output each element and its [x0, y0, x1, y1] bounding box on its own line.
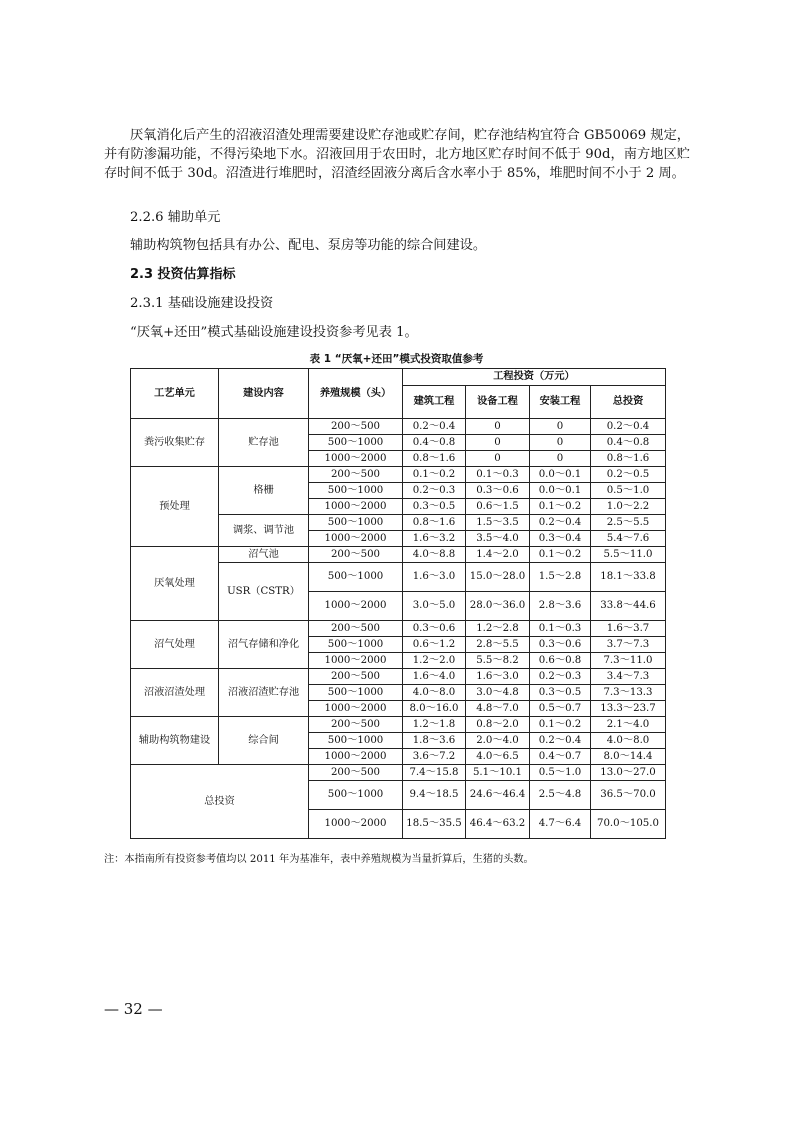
cell-scale: 200～500: [309, 669, 403, 685]
cell-equip: 4.8～7.0: [466, 701, 530, 717]
cell-total: 36.5～70.0: [591, 781, 666, 810]
cell-content: 调浆、调节池: [219, 515, 309, 547]
cell-install: 0.1～0.2: [530, 717, 591, 733]
cell-scale: 200～500: [309, 419, 403, 435]
page-number: — 32 —: [104, 1000, 163, 1018]
cell-total: 0.4～0.8: [591, 435, 666, 451]
cell-install: 4.7～6.4: [530, 810, 591, 839]
cell-build: 0.8～1.6: [403, 515, 466, 531]
cell-scale: 1000～2000: [309, 451, 403, 467]
cell-total: 18.1～33.8: [591, 563, 666, 592]
intro-paragraph: 厌氧消化后产生的沼液沼渣处理需要建设贮存池或贮存间，贮存池结构宜符合 GB50069 规定，并有防渗漏功能，不得污染地下水。沼液回用于农田时，北方地区贮存时间不低于 90d，南方地区贮存时间不低于 30d。沼渣进行堆肥时，沼渣经固液分离后含水率小于 85%，堆肥时间不小于 2 周。: [104, 128, 690, 182]
cell-scale: 200～500: [309, 547, 403, 563]
table-row: [131, 669, 666, 685]
cell-equip: 2.8～5.5: [466, 637, 530, 653]
cell-build: 0.2～0.3: [403, 483, 466, 499]
cell-install: 0.1～0.2: [530, 547, 591, 563]
cell-install: 0.5～0.7: [530, 701, 591, 717]
cell-equip: 0.3～0.6: [466, 483, 530, 499]
cell-unit: 厌氧处理: [131, 547, 219, 621]
cell-build: 4.0～8.8: [403, 547, 466, 563]
cell-install: 0: [530, 419, 591, 435]
cell-build: 1.2～2.0: [403, 653, 466, 669]
cell-build: 1.2～1.8: [403, 717, 466, 733]
cell-install: 0.0～0.1: [530, 467, 591, 483]
cell-equip: 0.8～2.0: [466, 717, 530, 733]
cell-scale: 500～1000: [309, 515, 403, 531]
cell-content: 沼液沼渣贮存池: [219, 669, 309, 717]
cell-scale: 500～1000: [309, 685, 403, 701]
section-2-2-6-heading: 2.2.6 辅助单元: [130, 210, 221, 225]
cell-equip: 2.0～4.0: [466, 733, 530, 749]
cell-total: 0.2～0.5: [591, 467, 666, 483]
cell-scale: 1000～2000: [309, 701, 403, 717]
cell-install: 0: [530, 451, 591, 467]
header-total: 总投资: [591, 386, 666, 419]
cell-total: 13.3～23.7: [591, 701, 666, 717]
cell-install: 0.2～0.4: [530, 515, 591, 531]
cell-unit: 粪污收集贮存: [131, 419, 219, 467]
cell-build: 1.6～3.2: [403, 531, 466, 547]
cell-scale: 500～1000: [309, 563, 403, 592]
cell-equip: 1.6～3.0: [466, 669, 530, 685]
cell-total: 0.2～0.4: [591, 419, 666, 435]
cell-equip: 1.4～2.0: [466, 547, 530, 563]
cell-install: 0.3～0.5: [530, 685, 591, 701]
cell-total: 3.4～7.3: [591, 669, 666, 685]
cell-equip: 0.1～0.3: [466, 467, 530, 483]
cell-scale: 500～1000: [309, 435, 403, 451]
cell-install: 0.6～0.8: [530, 653, 591, 669]
cell-total: 3.7～7.3: [591, 637, 666, 653]
cell-total: 0.5～1.0: [591, 483, 666, 499]
cell-install: 0.1～0.2: [530, 499, 591, 515]
cell-equip: 28.0～36.0: [466, 592, 530, 621]
cell-build: 0.2～0.4: [403, 419, 466, 435]
cell-equip: 0: [466, 435, 530, 451]
cell-install: 0.1～0.3: [530, 621, 591, 637]
table-caption: 表 1 “厌氧+还田”模式投资取值参考: [309, 353, 484, 365]
cell-scale: 500～1000: [309, 781, 403, 810]
header-content: 建设内容: [219, 369, 309, 419]
cell-scale: 200～500: [309, 765, 403, 781]
cell-content: 沼气池: [219, 547, 309, 563]
cell-build: 8.0～16.0: [403, 701, 466, 717]
cell-install: 0: [530, 435, 591, 451]
cell-scale: 1000～2000: [309, 531, 403, 547]
cell-total: 7.3～13.3: [591, 685, 666, 701]
cell-equip: 3.5～4.0: [466, 531, 530, 547]
cell-equip: 5.5～8.2: [466, 653, 530, 669]
cell-scale: 1000～2000: [309, 749, 403, 765]
cell-build: 3.0～5.0: [403, 592, 466, 621]
cell-install: 0.3～0.6: [530, 637, 591, 653]
cell-total: 7.3～11.0: [591, 653, 666, 669]
cell-scale: 200～500: [309, 621, 403, 637]
cell-equip: 1.2～2.8: [466, 621, 530, 637]
section-2-2-6-text: 辅助构筑物包括具有办公、配电、泵房等功能的综合间建设。: [130, 238, 487, 253]
table-row: [131, 419, 666, 435]
cell-scale: 1000～2000: [309, 592, 403, 621]
cell-build: 1.8～3.6: [403, 733, 466, 749]
cell-equip: 0: [466, 419, 530, 435]
cell-scale: 500～1000: [309, 483, 403, 499]
cell-install: 0.2～0.3: [530, 669, 591, 685]
cell-unit: 辅助构筑物建设: [131, 717, 219, 765]
cell-unit: 沼液沼渣处理: [131, 669, 219, 717]
cell-unit: 总投资: [131, 765, 309, 839]
cell-build: 7.4～15.8: [403, 765, 466, 781]
cell-scale: 200～500: [309, 467, 403, 483]
cell-equip: 0.6～1.5: [466, 499, 530, 515]
table-row: [131, 621, 666, 637]
cell-equip: 3.0～4.8: [466, 685, 530, 701]
cell-total: 70.0～105.0: [591, 810, 666, 839]
cell-scale: 200～500: [309, 717, 403, 733]
cell-unit: 沼气处理: [131, 621, 219, 669]
cell-build: 0.4～0.8: [403, 435, 466, 451]
cell-total: 0.8～1.6: [591, 451, 666, 467]
cell-install: 1.5～2.8: [530, 563, 591, 592]
cell-install: 0.4～0.7: [530, 749, 591, 765]
cell-build: 0.6～1.2: [403, 637, 466, 653]
cell-content: 贮存池: [219, 419, 309, 467]
cell-equip: 24.6～46.4: [466, 781, 530, 810]
section-2-3-1-text: “厌氧+还田”模式基础设施建设投资参考见表 1。: [130, 325, 418, 340]
cell-content: USR（CSTR）: [219, 563, 309, 621]
section-2-3-heading: 2.3 投资估算指标: [130, 267, 236, 282]
table-row: [131, 467, 666, 483]
cell-install: 0.0～0.1: [530, 483, 591, 499]
cell-build: 0.1～0.2: [403, 467, 466, 483]
cell-scale: 1000～2000: [309, 499, 403, 515]
cell-total: 13.0～27.0: [591, 765, 666, 781]
cell-equip: 4.0～6.5: [466, 749, 530, 765]
cell-total: 8.0～14.4: [591, 749, 666, 765]
header-build: 建筑工程: [403, 386, 466, 419]
cell-total: 5.5～11.0: [591, 547, 666, 563]
cell-content: 格栅: [219, 467, 309, 515]
cell-build: 1.6～4.0: [403, 669, 466, 685]
cell-total: 5.4～7.6: [591, 531, 666, 547]
table-note: 注：本指南所有投资参考值均以 2011 年为基准年，表中养殖规模为当量折算后，生猪的头数。: [104, 854, 534, 865]
cell-build: 18.5～35.5: [403, 810, 466, 839]
cell-build: 0.3～0.6: [403, 621, 466, 637]
header-scale: 养殖规模（头）: [309, 369, 403, 419]
cell-install: 2.8～3.6: [530, 592, 591, 621]
cell-total: 2.1～4.0: [591, 717, 666, 733]
cell-unit: 预处理: [131, 467, 219, 547]
cell-build: 9.4～18.5: [403, 781, 466, 810]
cell-install: 0.2～0.4: [530, 733, 591, 749]
cell-install: 2.5～4.8: [530, 781, 591, 810]
cell-content: 综合间: [219, 717, 309, 765]
cell-total: 2.5～5.5: [591, 515, 666, 531]
investment-table: [130, 368, 666, 839]
section-2-3-1-heading: 2.3.1 基础设施建设投资: [130, 296, 274, 311]
cell-equip: 15.0～28.0: [466, 563, 530, 592]
table-row: [131, 547, 666, 563]
cell-scale: 1000～2000: [309, 810, 403, 839]
header-unit: 工艺单元: [131, 369, 219, 419]
cell-scale: 1000～2000: [309, 653, 403, 669]
header-equip: 设备工程: [466, 386, 530, 419]
header-invest: 工程投资（万元）: [403, 369, 666, 386]
cell-scale: 500～1000: [309, 733, 403, 749]
cell-total: 1.6～3.7: [591, 621, 666, 637]
table-row: [131, 765, 666, 781]
cell-build: 0.3～0.5: [403, 499, 466, 515]
cell-content: 沼气存储和净化: [219, 621, 309, 669]
cell-install: 0.5～1.0: [530, 765, 591, 781]
cell-equip: 1.5～3.5: [466, 515, 530, 531]
cell-install: 0.3～0.4: [530, 531, 591, 547]
cell-total: 33.8～44.6: [591, 592, 666, 621]
cell-equip: 5.1～10.1: [466, 765, 530, 781]
cell-equip: 0: [466, 451, 530, 467]
cell-build: 3.6～7.2: [403, 749, 466, 765]
cell-equip: 46.4～63.2: [466, 810, 530, 839]
cell-build: 1.6～3.0: [403, 563, 466, 592]
header-install: 安装工程: [530, 386, 591, 419]
cell-build: 0.8～1.6: [403, 451, 466, 467]
cell-total: 1.0～2.2: [591, 499, 666, 515]
cell-build: 4.0～8.0: [403, 685, 466, 701]
cell-total: 4.0～8.0: [591, 733, 666, 749]
table-row: [131, 717, 666, 733]
cell-scale: 500～1000: [309, 637, 403, 653]
